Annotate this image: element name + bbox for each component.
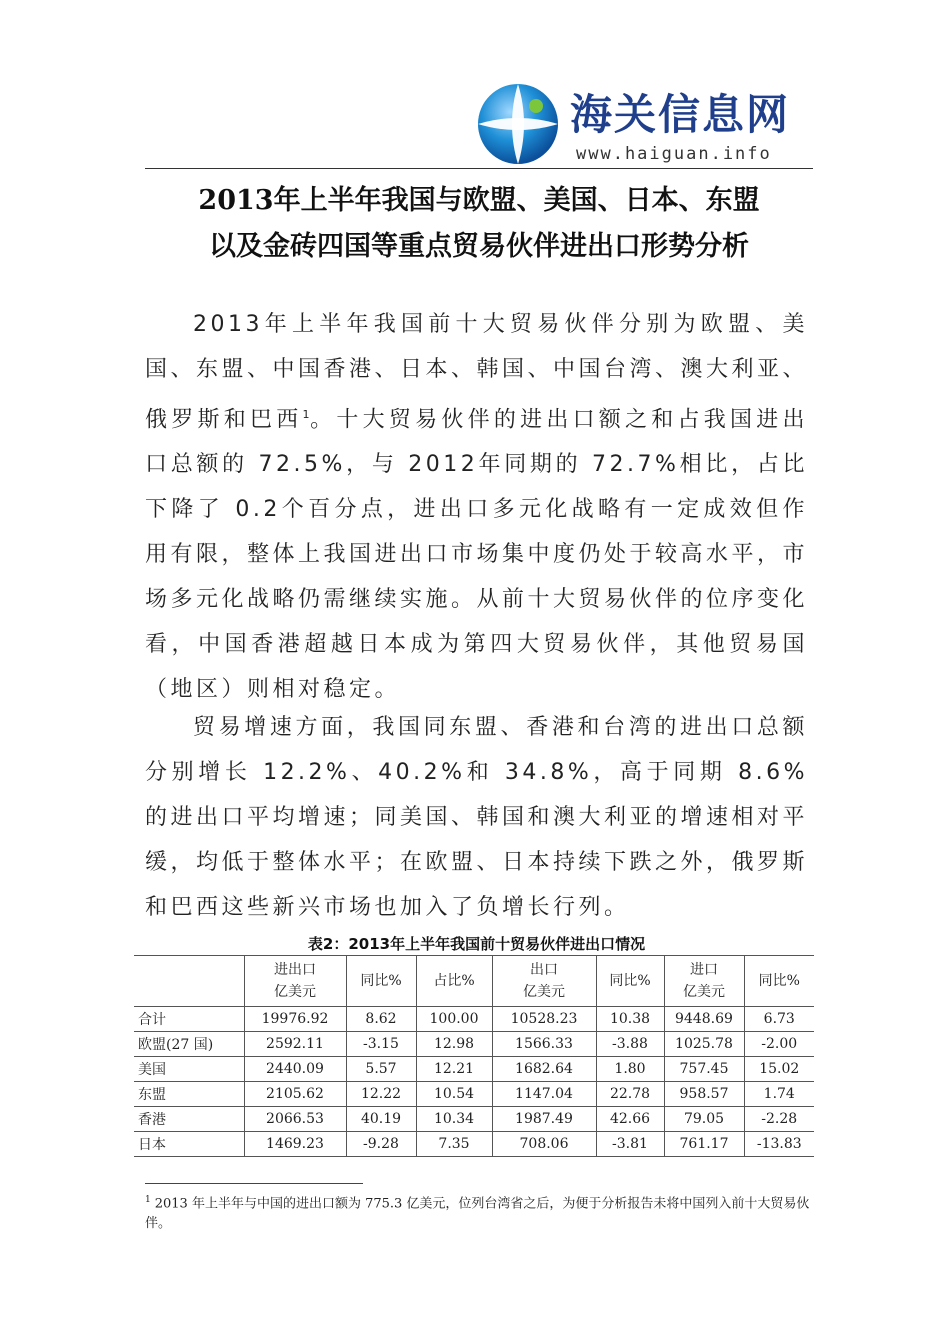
table-cell: 1147.04 [492, 1082, 596, 1107]
table-cell: 1025.78 [664, 1032, 744, 1057]
paragraph-growth: 贸易增速方面，我国同东盟、香港和台湾的进出口总额分别增长 12.2%、40.2%和 34.8%，高于同期 8.6%的进出口平均增速；同美国、韩国和澳大利亚的增速相对平缓，均低于整体水平；在欧盟、日本持续下跌之外，俄罗斯和巴西这些新兴市场也加入了负增长行列。 [145, 715, 809, 920]
table-row [134, 1107, 814, 1132]
header-divider [145, 168, 813, 169]
table-cell: 2440.09 [244, 1057, 346, 1082]
table-cell: 19976.92 [244, 1007, 346, 1032]
header-cell: 同比% [596, 956, 664, 1007]
table-cell: 9448.69 [664, 1007, 744, 1032]
table-header-row [134, 956, 814, 1007]
table-cell: 欧盟(27 国) [134, 1032, 244, 1057]
table-cell: 15.02 [744, 1057, 814, 1082]
table-cell: -3.81 [596, 1132, 664, 1157]
table-cell: 708.06 [492, 1132, 596, 1157]
header-cell: 出口 亿美元 [492, 956, 596, 1007]
globe-icon [474, 80, 562, 168]
paragraph-text: 2013年上半年我国前十大贸易伙伴分别为欧盟、美国、东盟、中国香港、日本、韩国、中国台湾、澳大利亚、俄罗斯和巴西 [145, 312, 809, 433]
table-cell: 日本 [134, 1132, 244, 1157]
table-cell: 958.57 [664, 1082, 744, 1107]
table-cell: 美国 [134, 1057, 244, 1082]
header-cell [134, 956, 244, 1007]
footnote-mark: 1 [145, 1195, 151, 1205]
table-cell: 12.22 [346, 1082, 416, 1107]
table-cell: 10.34 [416, 1107, 492, 1132]
logo-url: www.haiguan.info [576, 144, 772, 164]
header-cell: 占比% [416, 956, 492, 1007]
footnote-text: 2013 年上半年与中国的进出口额为 775.3 亿美元，位列台湾省之后，为便于分析报告未将中国列入前十大贸易伙伴。 [145, 1196, 810, 1232]
table-cell: 40.19 [346, 1107, 416, 1132]
table-cell: -9.28 [346, 1132, 416, 1157]
table-cell: 10.54 [416, 1082, 492, 1107]
table-cell: 12.21 [416, 1057, 492, 1082]
header-cell: 同比% [744, 956, 814, 1007]
table-cell: 1682.64 [492, 1057, 596, 1082]
table-cell: 79.05 [664, 1107, 744, 1132]
site-logo [474, 80, 814, 170]
table-row [134, 1032, 814, 1057]
table-cell: 1566.33 [492, 1032, 596, 1057]
table-cell: 10528.23 [492, 1007, 596, 1032]
table-cell: 1.74 [744, 1082, 814, 1107]
table-cell: 1987.49 [492, 1107, 596, 1132]
table-cell: 2066.53 [244, 1107, 346, 1132]
table-cell: 2105.62 [244, 1082, 346, 1107]
table-cell: 100.00 [416, 1007, 492, 1032]
table-cell: 5.57 [346, 1057, 416, 1082]
table-cell: 12.98 [416, 1032, 492, 1057]
table-cell: 757.45 [664, 1057, 744, 1082]
page-title-line-2: 以及金砖四国等重点贸易伙伴进出口形势分析 [209, 231, 749, 262]
table-cell: 1.80 [596, 1057, 664, 1082]
paragraph-text: 。十大贸易伙伴的进出口额之和占我国进出口总额的 72.5%，与 2012年同期的 72.7%相比，占比下降了 0.2个百分点，进出口多元化战略有一定成效但作用有限，整体上我国进出口市场集中度仍处于较高水平，市场多元化战略仍需继续实施。从前十大贸易伙伴的位序变化看，中国香港超越日本成为第四大贸易伙伴，其他贸易国（地区）则相对稳定。 [145, 407, 809, 703]
table-cell: 22.78 [596, 1082, 664, 1107]
header-cell: 进口 亿美元 [664, 956, 744, 1007]
table-row [134, 1082, 814, 1107]
table-cell: 7.35 [416, 1132, 492, 1157]
table-cell: 761.17 [664, 1132, 744, 1157]
table-row [134, 1007, 814, 1032]
table-cell: -3.88 [596, 1032, 664, 1057]
table-cell: 10.38 [596, 1007, 664, 1032]
table-row [134, 1132, 814, 1157]
page-title-line-1: 2013年上半年我国与欧盟、美国、日本、东盟 [198, 185, 760, 216]
table-cell: 8.62 [346, 1007, 416, 1032]
table-cell: 2592.11 [244, 1032, 346, 1057]
table-cell: -2.28 [744, 1107, 814, 1132]
table-cell: 1469.23 [244, 1132, 346, 1157]
table-cell: 6.73 [744, 1007, 814, 1032]
table-cell: -3.15 [346, 1032, 416, 1057]
table-cell: 东盟 [134, 1082, 244, 1107]
table-caption: 表2：2013年上半年我国前十贸易伙伴进出口情况 [307, 935, 646, 953]
header-cell: 同比% [346, 956, 416, 1007]
table-cell: -13.83 [744, 1132, 814, 1157]
table-cell: 合计 [134, 1007, 244, 1032]
table-cell: 香港 [134, 1107, 244, 1132]
table-row [134, 1057, 814, 1082]
footnote [145, 1190, 810, 1234]
table-cell: -2.00 [744, 1032, 814, 1057]
footnote-divider [145, 1183, 363, 1184]
header-cell: 进出口 亿美元 [244, 956, 346, 1007]
trade-table [134, 955, 814, 1157]
paragraph-partners [145, 302, 808, 712]
footnote-reference[interactable]: 1 [302, 408, 310, 421]
table-cell: 42.66 [596, 1107, 664, 1132]
logo-title: 海关信息网 [570, 90, 791, 139]
